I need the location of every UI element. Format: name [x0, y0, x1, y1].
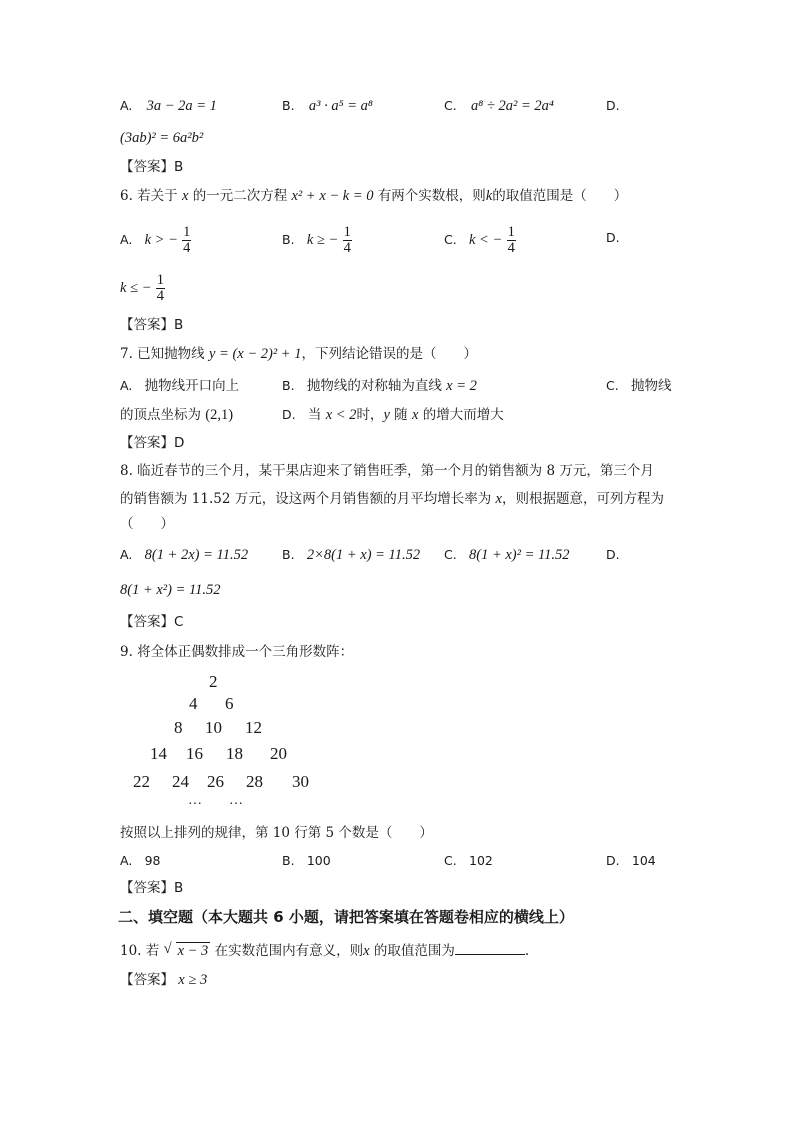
answer-tag: 【答案】 — [120, 435, 174, 451]
fraction-denominator: 4 — [343, 240, 351, 256]
q8-option-d-expr: 8(1 + x²) = 11.52 — [120, 582, 221, 598]
q7-stem-text: ，下列结论错误的是（ ） — [301, 346, 477, 362]
q6-option-b — [282, 220, 352, 260]
q9-option-c-value: 102 — [469, 853, 493, 868]
q5-option-b-expr: a³ · a⁵ = a⁸ — [308, 98, 373, 114]
radicand: x − 3 — [177, 943, 209, 959]
q5-option-c — [444, 96, 554, 116]
answer-value: B — [174, 880, 184, 896]
answer-value: D — [174, 435, 185, 451]
q6-equation: x² + x − k = 0 — [291, 188, 374, 204]
q8-stem-line2 — [120, 489, 664, 509]
option-label: C. — [606, 378, 619, 393]
fraction-denominator: 4 — [156, 288, 164, 304]
q8-stem-text: ，则根据题意，可列方程为 — [501, 491, 664, 507]
triangle-number: 24 — [172, 772, 189, 791]
q10-answer — [120, 970, 207, 990]
option-label: B. — [282, 547, 295, 562]
fraction-denominator: 4 — [507, 240, 515, 256]
fraction-denominator: 4 — [183, 240, 191, 256]
q8-option-b — [282, 545, 420, 565]
q7-option-d-var: x — [411, 407, 419, 423]
fraction-numerator: 1 — [343, 224, 351, 240]
q5-option-a — [120, 96, 217, 116]
q6-option-d — [606, 228, 620, 248]
option-label: B. — [282, 853, 295, 868]
option-label: D. — [606, 98, 620, 113]
q5-option-c-expr: a⁸ ÷ 2a² = 2a⁴ — [471, 98, 554, 114]
q8-stem-line1: 8. 临近春节的三个月，某干果店迎来了销售旺季，第一个月的销售额为 8 万元，第三个月 — [120, 463, 654, 479]
q8-answer — [120, 612, 183, 632]
option-label: B. — [282, 98, 295, 113]
option-label: C. — [444, 853, 457, 868]
q6-option-d-line — [120, 268, 165, 308]
q6-stem-text: 的取值范围是（ ） — [492, 188, 628, 204]
triangle-number: 6 — [225, 694, 234, 713]
q9-answer — [120, 878, 183, 898]
triangle-number: 16 — [186, 744, 203, 763]
fraction-numerator: 1 — [156, 272, 164, 288]
q7-option-a — [120, 376, 239, 396]
option-label: A. — [120, 853, 133, 868]
triangle-number: 20 — [270, 744, 287, 763]
q8-option-b-expr: 2×8(1 + x) = 11.52 — [306, 547, 421, 563]
q9-option-d-value: 104 — [631, 853, 656, 868]
fraction-numerator: 1 — [183, 224, 191, 240]
q10-stem-text: 在实数范围内有意义，则 — [214, 943, 364, 959]
q7-option-d-text: 的增大而增大 — [422, 407, 504, 423]
q7-option-c-text: 的顶点坐标为 — [120, 407, 201, 423]
q7-option-d-text: 时， — [356, 407, 384, 423]
option-label: A. — [120, 98, 133, 113]
q6-stem — [120, 186, 627, 206]
q5-answer — [120, 157, 183, 177]
q9-option-c — [444, 851, 493, 871]
triangle-number: 28 — [246, 772, 263, 791]
q10-stem-text: 10. 若 — [120, 943, 160, 959]
q7-option-c-line — [120, 405, 233, 425]
answer-blank[interactable] — [455, 940, 525, 955]
q6-stem-text: 6. 若关于 — [120, 188, 178, 204]
answer-value: B — [174, 159, 184, 175]
q6-answer — [120, 315, 183, 335]
option-label: A. — [120, 232, 133, 247]
q7-option-c-expr: (2,1) — [205, 407, 234, 423]
option-label: D. — [606, 230, 620, 245]
q6-option-c — [444, 220, 516, 260]
q10-stem — [120, 940, 529, 961]
q8-var-x: x — [495, 491, 502, 507]
triangle-number: 4 — [189, 694, 198, 713]
answer-tag: 【答案】 — [120, 972, 174, 988]
triangle-number: 22 — [133, 772, 150, 791]
q5-option-b — [282, 96, 373, 116]
q6-option-c-lhs: k < − — [469, 232, 503, 248]
section-heading: 二、填空题（本大题共 6 小题，请把答案填在答题卷相应的横线上） — [118, 908, 574, 926]
q9-question: 按照以上排列的规律，第 10 行第 5 个数是（ ） — [120, 825, 433, 841]
q5-option-a-expr: 3a − 2a = 1 — [146, 98, 217, 114]
triangle-ellipsis: … — [229, 793, 243, 808]
answer-value: B — [174, 317, 184, 333]
triangle-number: 30 — [292, 772, 309, 791]
q7-equation: y = (x − 2)² + 1 — [208, 346, 302, 362]
q9-option-a-value: 98 — [144, 853, 161, 868]
q8-stem-text: 的销售额为 11.52 万元，设这两个月销售额的月平均增长率为 — [120, 491, 492, 507]
fraction — [156, 273, 165, 304]
fraction — [507, 225, 516, 256]
q9-option-a — [120, 851, 161, 871]
q7-stem-text: 7. 已知抛物线 — [120, 346, 205, 362]
q7-option-c-text: 抛物线 — [631, 378, 672, 394]
q7-option-a-text: 抛物线开口向上 — [144, 378, 240, 394]
q6-var-x: x — [181, 188, 189, 204]
q5-option-d-line — [120, 128, 203, 148]
option-label: B. — [282, 232, 295, 247]
q9-stem: 9. 将全体正偶数排成一个三角形数阵： — [120, 644, 354, 660]
square-root — [164, 941, 211, 961]
q8-option-c — [444, 545, 570, 565]
fraction-numerator: 1 — [507, 224, 515, 240]
answer-value: C — [174, 614, 184, 630]
option-label: A. — [120, 378, 133, 393]
fraction — [343, 225, 352, 256]
q6-stem-text: 的一元二次方程 — [192, 188, 288, 204]
option-label: C. — [444, 98, 457, 113]
triangle-number: 14 — [150, 744, 167, 763]
q8-option-d-line — [120, 580, 221, 600]
triangle-number: 8 — [174, 718, 183, 737]
triangle-number: 18 — [226, 744, 243, 763]
answer-tag: 【答案】 — [120, 880, 174, 896]
answer-tag: 【答案】 — [120, 614, 174, 630]
q6-option-b-lhs: k ≥ − — [306, 232, 339, 248]
q7-option-b — [282, 376, 477, 396]
option-label: C. — [444, 232, 457, 247]
option-label: D. — [282, 407, 296, 422]
answer-value: x ≥ 3 — [178, 972, 208, 988]
q9-option-d — [606, 851, 656, 871]
fraction — [182, 225, 191, 256]
q10-stem-text: 的取值范围为 — [373, 943, 455, 959]
q6-stem-text: 有两个实数根，则 — [377, 188, 486, 204]
q7-stem — [120, 344, 477, 364]
triangle-number: 2 — [209, 672, 218, 691]
q5-option-d-expr: (3ab)² = 6a²b² — [120, 130, 204, 146]
triangle-number: 12 — [245, 718, 262, 737]
q7-option-d-text: 随 — [394, 407, 408, 423]
q5-option-d — [606, 96, 620, 116]
q7-option-d-expr: x < 2 — [325, 407, 357, 423]
q7-option-d — [282, 405, 504, 425]
q7-option-d-var: y — [383, 407, 390, 423]
q6-option-a-lhs: k > − — [144, 232, 178, 248]
radical-sign: √ — [163, 941, 172, 957]
q10-var-x: x — [363, 943, 370, 959]
q7-option-b-text: 抛物线的对称轴为直线 — [306, 378, 442, 394]
option-label: B. — [282, 378, 295, 393]
option-label: D. — [606, 547, 620, 562]
q8-option-a — [120, 545, 248, 565]
q8-option-a-expr: 8(1 + 2x) = 11.52 — [144, 547, 249, 563]
q6-var-k: k — [485, 188, 493, 204]
option-label: D. — [606, 853, 620, 868]
q7-option-d-text: 当 — [307, 407, 322, 423]
q7-option-c — [606, 376, 672, 396]
triangle-ellipsis: … — [188, 793, 202, 808]
triangle-number: 10 — [205, 718, 222, 737]
option-label: A. — [120, 547, 133, 562]
q8-option-c-expr: 8(1 + x)² = 11.52 — [469, 547, 570, 563]
triangle-number: 26 — [207, 772, 224, 791]
q9-option-b-value: 100 — [306, 853, 331, 868]
q7-option-b-expr: x = 2 — [446, 378, 477, 394]
q6-option-a — [120, 220, 191, 260]
q10-stem-text: . — [524, 943, 530, 959]
q9-option-b — [282, 851, 331, 871]
answer-tag: 【答案】 — [120, 317, 174, 333]
q8-option-d — [606, 545, 620, 565]
answer-tag: 【答案】 — [120, 159, 174, 175]
q6-option-d-lhs: k ≤ − — [120, 280, 152, 296]
option-label: C. — [444, 547, 457, 562]
q8-stem-line3: （ ） — [120, 516, 174, 532]
q7-answer — [120, 433, 184, 453]
